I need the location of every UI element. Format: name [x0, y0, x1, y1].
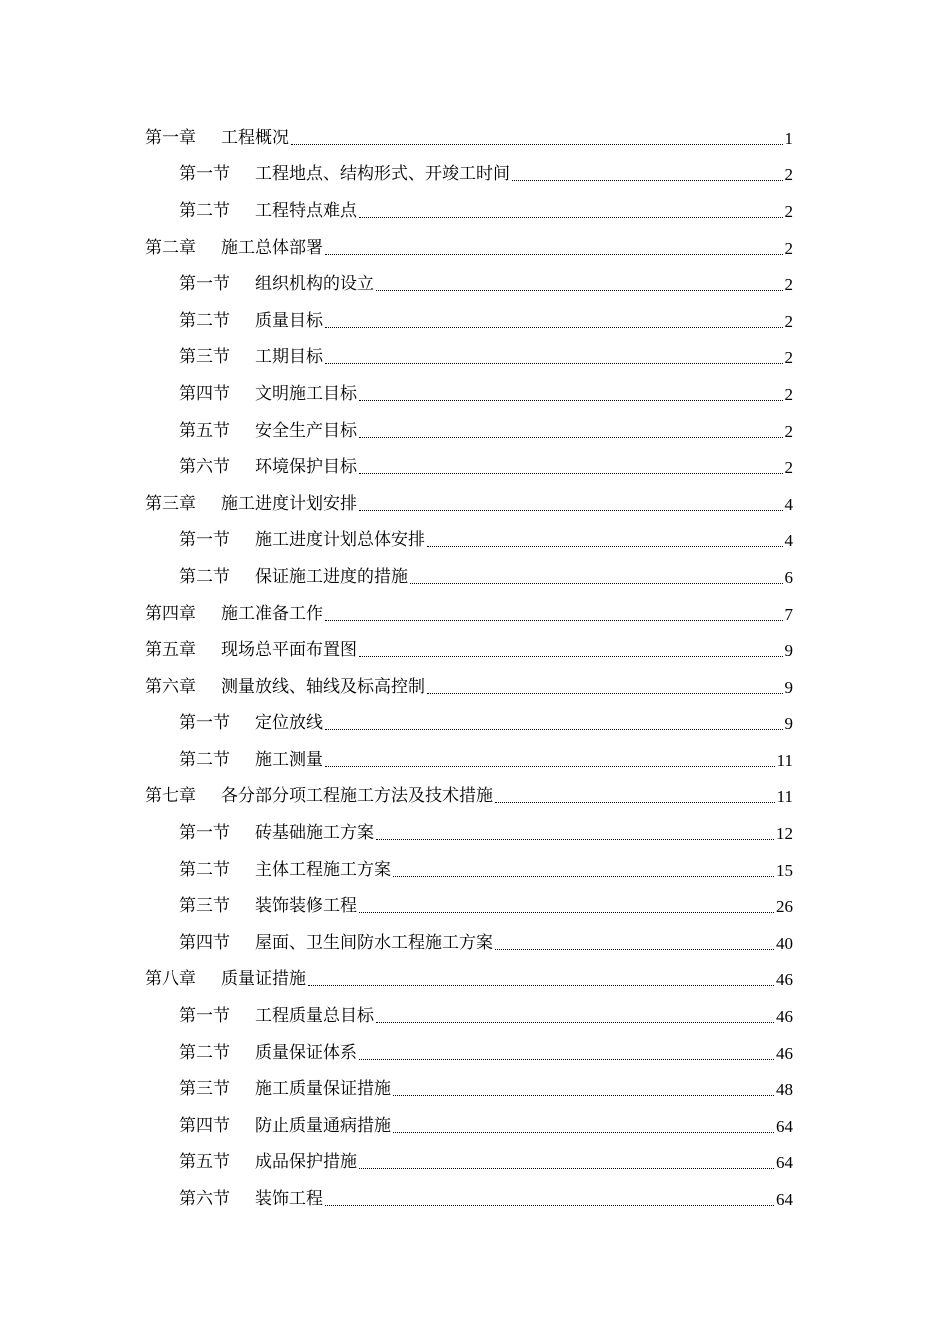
toc-entry-number: 第四章 — [145, 603, 196, 624]
toc-entry-title: 施工测量 — [255, 749, 323, 770]
toc-entry-page-number: 6 — [784, 567, 793, 587]
toc-chapter-entry[interactable] — [0, 669, 793, 706]
dot-leader — [325, 620, 783, 621]
toc-entry-page-number: 2 — [784, 348, 793, 368]
toc-chapter-entry[interactable] — [0, 120, 793, 157]
toc-entry-title: 各分部分项工程施工方法及技术措施 — [221, 786, 493, 807]
toc-entry-number: 第二章 — [145, 237, 196, 258]
toc-entry-title: 施工准备工作 — [221, 603, 323, 624]
dot-leader — [427, 546, 783, 547]
toc-section-entry[interactable] — [0, 523, 793, 560]
toc-chapter-entry[interactable] — [0, 962, 793, 999]
toc-section-entry[interactable] — [0, 559, 793, 596]
toc-entry-page-number: 2 — [784, 384, 793, 404]
toc-entry-page-number: 48 — [776, 1080, 793, 1100]
toc-section-entry[interactable] — [0, 413, 793, 450]
toc-entry-title: 砖基础施工方案 — [255, 823, 374, 844]
toc-entry-number: 第二节 — [179, 200, 230, 221]
toc-entry-title: 工期目标 — [255, 347, 323, 368]
toc-entry-page-number: 2 — [784, 201, 793, 221]
toc-entry-number: 第一章 — [145, 127, 196, 148]
toc-entry-number: 第一节 — [179, 530, 230, 551]
toc-entry-page-number: 46 — [776, 1007, 793, 1027]
dot-leader — [393, 1132, 774, 1133]
toc-section-entry[interactable] — [0, 815, 793, 852]
toc-entry-title: 环境保护目标 — [255, 457, 357, 478]
toc-entry-number: 第三节 — [179, 1079, 230, 1100]
dot-leader — [359, 656, 783, 657]
toc-entry-number: 第四节 — [179, 1115, 230, 1136]
dot-leader — [359, 912, 774, 913]
toc-entry-page-number: 26 — [776, 897, 793, 917]
toc-entry-page-number: 2 — [784, 458, 793, 478]
toc-section-entry[interactable] — [0, 303, 793, 340]
dot-leader — [495, 802, 775, 803]
toc-entry-page-number: 15 — [776, 860, 793, 880]
toc-entry-number: 第一节 — [179, 274, 230, 295]
toc-entry-page-number: 2 — [784, 238, 793, 258]
toc-entry-number: 第四节 — [179, 383, 230, 404]
toc-entry-page-number: 46 — [776, 970, 793, 990]
toc-entry-title: 工程地点、结构形式、开竣工时间 — [255, 164, 510, 185]
toc-entry-number: 第一节 — [179, 164, 230, 185]
toc-entry-title: 装饰工程 — [255, 1189, 323, 1210]
dot-leader — [359, 1168, 774, 1169]
toc-section-entry[interactable] — [0, 852, 793, 889]
toc-section-entry[interactable] — [0, 1108, 793, 1145]
toc-entry-title: 组织机构的设立 — [255, 274, 374, 295]
dot-leader — [376, 1022, 774, 1023]
dot-leader — [308, 985, 774, 986]
dot-leader — [359, 437, 783, 438]
toc-entry-title: 施工总体部署 — [221, 237, 323, 258]
toc-entry-number: 第五章 — [145, 640, 196, 661]
toc-entry-title: 成品保护措施 — [255, 1152, 357, 1173]
dot-leader — [359, 217, 783, 218]
toc-entry-number: 第二节 — [179, 749, 230, 770]
toc-section-entry[interactable] — [0, 340, 793, 377]
dot-leader — [325, 1205, 774, 1206]
toc-entry-page-number: 2 — [784, 165, 793, 185]
toc-section-entry[interactable] — [0, 157, 793, 194]
toc-chapter-entry[interactable] — [0, 596, 793, 633]
toc-entry-number: 第一节 — [179, 823, 230, 844]
toc-entry-page-number: 7 — [784, 604, 793, 624]
toc-entry-number: 第一节 — [179, 713, 230, 734]
toc-entry-title: 施工进度计划总体安排 — [255, 530, 425, 551]
dot-leader — [359, 400, 783, 401]
toc-entry-title: 现场总平面布置图 — [221, 640, 357, 661]
dot-leader — [325, 729, 783, 730]
toc-entry-page-number: 64 — [776, 1153, 793, 1173]
toc-entry-page-number: 9 — [784, 641, 793, 661]
toc-entry-title: 工程概况 — [221, 127, 289, 148]
toc-entry-title: 主体工程施工方案 — [255, 859, 391, 880]
toc-section-entry[interactable] — [0, 742, 793, 779]
dot-leader — [410, 583, 783, 584]
toc-entry-title: 屋面、卫生间防水工程施工方案 — [255, 932, 493, 953]
toc-entry-page-number: 2 — [784, 311, 793, 331]
toc-entry-title: 测量放线、轴线及标高控制 — [221, 676, 425, 697]
toc-entry-page-number: 9 — [784, 677, 793, 697]
dot-leader — [291, 144, 783, 145]
toc-section-entry[interactable] — [0, 1145, 793, 1182]
toc-entry-title: 质量证措施 — [221, 969, 306, 990]
toc-chapter-entry[interactable] — [0, 486, 793, 523]
toc-section-entry[interactable] — [0, 706, 793, 743]
toc-entry-number: 第六节 — [179, 457, 230, 478]
toc-entry-title: 保证施工进度的措施 — [255, 566, 408, 587]
toc-entry-number: 第八章 — [145, 969, 196, 990]
toc-entry-number: 第二节 — [179, 859, 230, 880]
toc-section-entry[interactable] — [0, 1035, 793, 1072]
toc-entry-title: 施工质量保证措施 — [255, 1079, 391, 1100]
dot-leader — [393, 876, 774, 877]
toc-entry-number: 第四节 — [179, 932, 230, 953]
toc-chapter-entry[interactable] — [0, 632, 793, 669]
dot-leader — [325, 327, 783, 328]
toc-entry-title: 工程特点难点 — [255, 200, 357, 221]
toc-section-entry[interactable] — [0, 376, 793, 413]
toc-entry-page-number: 11 — [776, 750, 793, 770]
toc-entry-page-number: 2 — [784, 275, 793, 295]
toc-entry-page-number: 12 — [776, 824, 793, 844]
toc-entry-page-number: 4 — [784, 531, 793, 551]
toc-section-entry[interactable] — [0, 266, 793, 303]
toc-entry-page-number: 9 — [784, 714, 793, 734]
toc-entry-number: 第六章 — [145, 676, 196, 697]
toc-entry-title: 文明施工目标 — [255, 383, 357, 404]
toc-section-entry[interactable] — [0, 193, 793, 230]
toc-entry-page-number: 40 — [776, 933, 793, 953]
dot-leader — [325, 254, 783, 255]
toc-entry-page-number: 64 — [776, 1190, 793, 1210]
toc-entry-title: 质量保证体系 — [255, 1042, 357, 1063]
toc-section-entry[interactable] — [0, 449, 793, 486]
toc-section-entry[interactable] — [0, 1071, 793, 1108]
toc-entry-page-number: 64 — [776, 1116, 793, 1136]
toc-entry-number: 第二节 — [179, 566, 230, 587]
dot-leader — [359, 1059, 774, 1060]
dot-leader — [376, 290, 783, 291]
toc-entry-number: 第二节 — [179, 310, 230, 331]
toc-entry-number: 第五节 — [179, 1152, 230, 1173]
toc-entry-number: 第二节 — [179, 1042, 230, 1063]
toc-entry-number: 第三节 — [179, 896, 230, 917]
toc-entry-number: 第一节 — [179, 1006, 230, 1027]
toc-section-entry[interactable] — [0, 925, 793, 962]
toc-entry-page-number: 46 — [776, 1043, 793, 1063]
toc-chapter-entry[interactable] — [0, 779, 793, 816]
dot-leader — [359, 510, 783, 511]
toc-entry-page-number: 4 — [784, 494, 793, 514]
dot-leader — [393, 1095, 774, 1096]
toc-entry-number: 第六节 — [179, 1189, 230, 1210]
toc-entry-title: 质量目标 — [255, 310, 323, 331]
toc-chapter-entry[interactable] — [0, 230, 793, 267]
toc-entry-title: 装饰装修工程 — [255, 896, 357, 917]
dot-leader — [376, 839, 774, 840]
toc-entry-title: 定位放线 — [255, 713, 323, 734]
table-of-contents — [0, 120, 950, 1218]
dot-leader — [359, 473, 783, 474]
toc-entry-title: 工程质量总目标 — [255, 1006, 374, 1027]
toc-entry-title: 防止质量通病措施 — [255, 1115, 391, 1136]
dot-leader — [325, 766, 775, 767]
toc-entry-page-number: 11 — [776, 787, 793, 807]
dot-leader — [512, 180, 783, 181]
toc-entry-number: 第五节 — [179, 420, 230, 441]
dot-leader — [495, 949, 774, 950]
toc-section-entry[interactable] — [0, 998, 793, 1035]
toc-section-entry[interactable] — [0, 888, 793, 925]
toc-section-entry[interactable] — [0, 1181, 793, 1218]
toc-entry-page-number: 1 — [784, 128, 793, 148]
toc-entry-title: 施工进度计划安排 — [221, 493, 357, 514]
toc-entry-number: 第三章 — [145, 493, 196, 514]
dot-leader — [325, 363, 783, 364]
toc-entry-title: 安全生产目标 — [255, 420, 357, 441]
toc-entry-number: 第三节 — [179, 347, 230, 368]
toc-entry-number: 第七章 — [145, 786, 196, 807]
dot-leader — [427, 693, 783, 694]
toc-entry-page-number: 2 — [784, 421, 793, 441]
